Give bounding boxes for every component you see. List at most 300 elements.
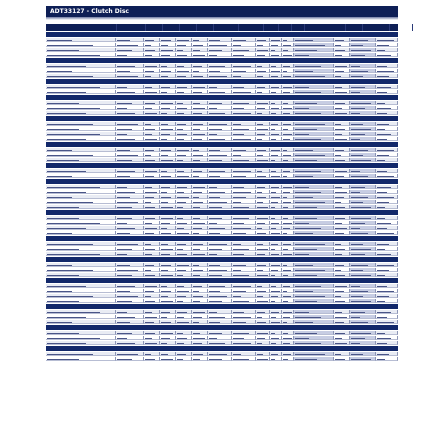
cell-text-placeholder xyxy=(161,317,167,318)
cell-text-placeholder xyxy=(257,359,268,360)
table-cell xyxy=(294,284,334,288)
table-cell xyxy=(192,169,208,173)
cell-text-placeholder xyxy=(377,40,394,41)
table-cell xyxy=(46,43,116,47)
cell-text-placeholder xyxy=(295,301,317,302)
cell-text-placeholder xyxy=(283,139,290,140)
table-cell xyxy=(46,352,116,356)
table-cell xyxy=(232,158,256,162)
table-cell xyxy=(192,111,208,115)
cell-text-placeholder xyxy=(161,218,173,219)
cell-text-placeholder xyxy=(283,76,291,77)
table-cell xyxy=(176,294,192,298)
cell-text-placeholder xyxy=(295,275,317,276)
table-cell xyxy=(176,336,192,340)
table-cell xyxy=(376,48,398,52)
table-cell xyxy=(350,252,376,256)
cell-text-placeholder xyxy=(209,343,225,344)
cell-text-placeholder xyxy=(117,207,132,208)
table-cell xyxy=(160,185,176,189)
cell-text-placeholder xyxy=(335,50,345,51)
vehicle-group-header xyxy=(46,210,398,215)
table-row xyxy=(46,43,398,47)
table-cell xyxy=(282,106,294,110)
cell-text-placeholder xyxy=(377,134,391,135)
cell-text-placeholder xyxy=(377,87,391,88)
table-cell xyxy=(350,231,376,235)
cell-text-placeholder xyxy=(271,71,280,72)
table-cell xyxy=(350,221,376,225)
cell-text-placeholder xyxy=(47,50,79,51)
cell-text-placeholder xyxy=(377,92,387,93)
cell-text-placeholder xyxy=(283,249,288,250)
cell-text-placeholder xyxy=(351,301,371,302)
cell-text-placeholder xyxy=(161,155,168,156)
cell-text-placeholder xyxy=(117,343,135,344)
table-cell xyxy=(270,331,282,335)
table-cell xyxy=(294,252,334,256)
table-row xyxy=(46,101,398,105)
table-cell xyxy=(270,294,282,298)
cell-text-placeholder xyxy=(351,249,371,250)
table-header-cell xyxy=(197,24,214,31)
cell-text-placeholder xyxy=(271,187,279,188)
cell-text-placeholder xyxy=(193,87,205,88)
cell-text-placeholder xyxy=(335,139,347,140)
table-cell xyxy=(176,43,192,47)
cell-text-placeholder xyxy=(351,218,371,219)
cell-text-placeholder xyxy=(351,113,360,114)
cell-text-placeholder xyxy=(177,270,186,271)
table-cell xyxy=(116,158,144,162)
cell-text-placeholder xyxy=(271,254,279,255)
cell-text-placeholder xyxy=(117,55,127,56)
cell-text-placeholder xyxy=(377,265,394,266)
table-cell xyxy=(232,122,256,126)
table-cell xyxy=(350,315,376,319)
table-cell xyxy=(294,289,334,293)
table-cell xyxy=(208,231,232,235)
table-cell xyxy=(256,221,270,225)
table-cell xyxy=(160,48,176,52)
cell-text-placeholder xyxy=(145,124,151,125)
cell-text-placeholder xyxy=(117,254,127,255)
table-cell xyxy=(144,48,160,52)
cell-text-placeholder xyxy=(295,359,317,360)
cell-text-placeholder xyxy=(257,187,265,188)
cell-text-placeholder xyxy=(271,322,280,323)
table-cell xyxy=(116,74,144,78)
table-cell xyxy=(334,221,350,225)
table-cell xyxy=(376,200,398,204)
table-cell xyxy=(192,294,208,298)
cell-text-placeholder xyxy=(377,192,387,193)
cell-text-placeholder xyxy=(161,291,171,292)
table-cell xyxy=(334,352,350,356)
table-cell xyxy=(350,310,376,314)
table-cell xyxy=(144,132,160,136)
table-cell xyxy=(256,195,270,199)
cell-text-placeholder xyxy=(295,171,321,172)
table-cell xyxy=(160,111,176,115)
table-cell xyxy=(208,242,232,246)
table-cell xyxy=(116,185,144,189)
cell-text-placeholder xyxy=(335,176,344,177)
table-cell xyxy=(46,158,116,162)
cell-text-placeholder xyxy=(47,228,86,229)
table-cell xyxy=(46,64,116,68)
table-cell xyxy=(144,216,160,220)
cell-text-placeholder xyxy=(335,296,341,297)
cell-text-placeholder xyxy=(177,291,189,292)
cell-text-placeholder xyxy=(233,275,249,276)
cell-text-placeholder xyxy=(283,275,288,276)
table-cell xyxy=(282,53,294,57)
table-cell xyxy=(232,263,256,267)
table-cell xyxy=(334,43,350,47)
cell-text-placeholder xyxy=(47,275,79,276)
cell-text-placeholder xyxy=(209,265,220,266)
cell-text-placeholder xyxy=(295,322,313,323)
table-cell xyxy=(334,174,350,178)
cell-text-placeholder xyxy=(257,301,268,302)
table-cell xyxy=(176,315,192,319)
cell-text-placeholder xyxy=(257,134,265,135)
cell-text-placeholder xyxy=(335,45,341,46)
cell-text-placeholder xyxy=(351,76,363,77)
cell-text-placeholder xyxy=(377,296,389,297)
cell-text-placeholder xyxy=(209,155,227,156)
table-cell xyxy=(160,226,176,230)
vehicle-group-header xyxy=(46,116,398,121)
table-cell xyxy=(282,263,294,267)
table-cell xyxy=(160,190,176,194)
table-cell xyxy=(350,53,376,57)
cell-text-placeholder xyxy=(257,291,266,292)
table-cell xyxy=(144,148,160,152)
table-cell xyxy=(46,101,116,105)
cell-text-placeholder xyxy=(351,275,371,276)
table-cell xyxy=(282,153,294,157)
table-cell xyxy=(208,48,232,52)
table-cell xyxy=(282,331,294,335)
cell-text-placeholder xyxy=(233,76,241,77)
cell-text-placeholder xyxy=(47,55,100,56)
table-cell xyxy=(232,69,256,73)
table-cell xyxy=(208,336,232,340)
table-cell xyxy=(144,53,160,57)
table-cell xyxy=(256,336,270,340)
table-row xyxy=(46,352,398,356)
cell-text-placeholder xyxy=(295,71,313,72)
table-cell xyxy=(350,64,376,68)
table-cell xyxy=(116,111,144,115)
table-cell xyxy=(160,64,176,68)
table-cell xyxy=(144,247,160,251)
table-cell xyxy=(232,336,256,340)
table-cell xyxy=(160,247,176,251)
cell-text-placeholder xyxy=(161,150,171,151)
table-row xyxy=(46,273,398,277)
table-cell xyxy=(160,127,176,131)
table-cell xyxy=(144,310,160,314)
table-cell xyxy=(282,111,294,115)
table-cell xyxy=(176,289,192,293)
cell-text-placeholder xyxy=(295,87,309,88)
table-row xyxy=(46,85,398,89)
table-cell xyxy=(46,310,116,314)
table-cell xyxy=(176,64,192,68)
cell-text-placeholder xyxy=(209,139,225,140)
cell-text-placeholder xyxy=(335,223,342,224)
table-cell xyxy=(46,268,116,272)
table-row xyxy=(46,48,398,52)
table-cell xyxy=(334,74,350,78)
table-cell xyxy=(334,106,350,110)
table-cell xyxy=(176,352,192,356)
table-cell xyxy=(282,69,294,73)
table-cell xyxy=(256,69,270,73)
cell-text-placeholder xyxy=(351,291,368,292)
cell-text-placeholder xyxy=(117,92,135,93)
cell-text-placeholder xyxy=(145,233,154,234)
table-cell xyxy=(376,231,398,235)
table-cell xyxy=(176,205,192,209)
table-cell xyxy=(232,205,256,209)
cell-text-placeholder xyxy=(257,254,265,255)
table-cell xyxy=(256,357,270,361)
table-cell xyxy=(270,216,282,220)
cell-text-placeholder xyxy=(177,171,184,172)
application-table xyxy=(46,24,398,396)
vehicle-group-header xyxy=(46,257,398,262)
table-cell xyxy=(282,320,294,324)
cell-text-placeholder xyxy=(377,55,391,56)
cell-text-placeholder xyxy=(233,223,244,224)
cell-text-placeholder xyxy=(209,317,225,318)
cell-text-placeholder xyxy=(177,254,187,255)
cell-text-placeholder xyxy=(117,333,132,334)
cell-text-placeholder xyxy=(209,103,222,104)
cell-text-placeholder xyxy=(295,207,317,208)
cell-text-placeholder xyxy=(161,343,167,344)
table-cell xyxy=(176,69,192,73)
table-cell xyxy=(160,195,176,199)
table-cell xyxy=(160,53,176,57)
cell-text-placeholder xyxy=(351,228,360,229)
table-cell xyxy=(208,74,232,78)
cell-text-placeholder xyxy=(145,113,157,114)
table-cell xyxy=(160,341,176,345)
cell-text-placeholder xyxy=(47,338,100,339)
cell-text-placeholder xyxy=(177,249,183,250)
table-cell xyxy=(208,294,232,298)
table-cell xyxy=(160,336,176,340)
cell-text-placeholder xyxy=(257,218,268,219)
cell-text-placeholder xyxy=(177,322,189,323)
table-cell xyxy=(176,221,192,225)
table-cell xyxy=(334,310,350,314)
table-cell xyxy=(208,85,232,89)
table-cell xyxy=(208,216,232,220)
cell-text-placeholder xyxy=(161,50,173,51)
cell-text-placeholder xyxy=(335,354,341,355)
table-cell xyxy=(334,336,350,340)
table-cell xyxy=(46,247,116,251)
table-cell xyxy=(144,74,160,78)
table-cell xyxy=(144,299,160,303)
cell-text-placeholder xyxy=(209,207,222,208)
cell-text-placeholder xyxy=(351,108,365,109)
table-cell xyxy=(208,352,232,356)
cell-text-placeholder xyxy=(209,291,220,292)
cell-text-placeholder xyxy=(161,275,173,276)
table-cell xyxy=(176,195,192,199)
table-cell xyxy=(144,268,160,272)
table-cell xyxy=(46,200,116,204)
table-cell xyxy=(282,48,294,52)
table-cell xyxy=(232,38,256,42)
table-cell xyxy=(376,137,398,141)
table-cell xyxy=(192,64,208,68)
table-cell xyxy=(208,69,232,73)
table-cell xyxy=(208,111,232,115)
table-cell xyxy=(282,336,294,340)
cell-text-placeholder xyxy=(295,202,325,203)
cell-text-placeholder xyxy=(335,155,341,156)
table-row xyxy=(46,185,398,189)
cell-text-placeholder xyxy=(47,333,79,334)
cell-text-placeholder xyxy=(145,317,157,318)
table-cell xyxy=(116,320,144,324)
cell-text-placeholder xyxy=(145,103,155,104)
cell-text-placeholder xyxy=(377,338,391,339)
cell-text-placeholder xyxy=(335,291,344,292)
table-cell xyxy=(208,357,232,361)
cell-text-placeholder xyxy=(47,87,100,88)
cell-text-placeholder xyxy=(47,207,79,208)
table-cell xyxy=(270,148,282,152)
table-header-cell xyxy=(46,24,117,31)
table-cell xyxy=(116,85,144,89)
table-cell xyxy=(232,331,256,335)
cell-text-placeholder xyxy=(351,233,368,234)
cell-text-placeholder xyxy=(193,197,199,198)
table-cell xyxy=(334,148,350,152)
cell-text-placeholder xyxy=(47,155,93,156)
table-header-cell xyxy=(390,24,413,31)
table-cell xyxy=(282,299,294,303)
table-cell xyxy=(376,127,398,131)
cell-text-placeholder xyxy=(177,338,187,339)
table-cell xyxy=(46,216,116,220)
cell-text-placeholder xyxy=(351,187,365,188)
table-cell xyxy=(46,331,116,335)
table-cell xyxy=(376,169,398,173)
table-cell xyxy=(46,252,116,256)
cell-text-placeholder xyxy=(117,317,135,318)
table-cell xyxy=(116,242,144,246)
cell-text-placeholder xyxy=(145,338,152,339)
cell-text-placeholder xyxy=(233,312,244,313)
table-cell xyxy=(270,205,282,209)
table-cell xyxy=(294,247,334,251)
table-cell xyxy=(46,299,116,303)
cell-text-placeholder xyxy=(117,124,138,125)
table-cell xyxy=(270,101,282,105)
cell-text-placeholder xyxy=(295,244,325,245)
table-cell xyxy=(334,226,350,230)
cell-text-placeholder xyxy=(283,124,291,125)
table-cell xyxy=(270,48,282,52)
table-cell xyxy=(256,38,270,42)
table-cell xyxy=(376,263,398,267)
table-cell xyxy=(376,74,398,78)
cell-text-placeholder xyxy=(117,244,138,245)
cell-text-placeholder xyxy=(295,286,321,287)
table-cell xyxy=(334,64,350,68)
table-cell xyxy=(176,310,192,314)
table-cell xyxy=(350,137,376,141)
cell-text-placeholder xyxy=(335,171,347,172)
cell-text-placeholder xyxy=(257,322,266,323)
cell-text-placeholder xyxy=(161,197,171,198)
cell-text-placeholder xyxy=(257,171,262,172)
cell-text-placeholder xyxy=(145,139,157,140)
cell-text-placeholder xyxy=(161,286,167,287)
cell-text-placeholder xyxy=(177,134,187,135)
cell-text-placeholder xyxy=(193,359,200,360)
table-cell xyxy=(116,132,144,136)
table-cell xyxy=(160,289,176,293)
table-cell xyxy=(192,336,208,340)
table-row xyxy=(46,242,398,246)
table-cell xyxy=(160,122,176,126)
cell-text-placeholder xyxy=(47,129,79,130)
table-cell xyxy=(208,101,232,105)
table-cell xyxy=(144,352,160,356)
table-cell xyxy=(282,284,294,288)
table-cell xyxy=(294,38,334,42)
table-cell xyxy=(192,185,208,189)
table-cell xyxy=(160,43,176,47)
table-cell xyxy=(334,299,350,303)
table-cell xyxy=(294,127,334,131)
table-header-cell xyxy=(292,24,305,31)
table-cell xyxy=(176,190,192,194)
table-cell xyxy=(116,195,144,199)
table-row xyxy=(46,263,398,267)
table-cell xyxy=(334,200,350,204)
cell-text-placeholder xyxy=(233,228,251,229)
cell-text-placeholder xyxy=(283,270,291,271)
table-cell xyxy=(176,200,192,204)
cell-text-placeholder xyxy=(117,150,130,151)
table-cell xyxy=(160,331,176,335)
table-cell xyxy=(46,38,116,42)
table-cell xyxy=(294,148,334,152)
cell-text-placeholder xyxy=(257,45,263,46)
cell-text-placeholder xyxy=(351,343,360,344)
cell-text-placeholder xyxy=(145,76,151,77)
table-header-cell xyxy=(117,24,146,31)
cell-text-placeholder xyxy=(117,218,132,219)
table-cell xyxy=(334,153,350,157)
table-cell xyxy=(176,263,192,267)
table-cell xyxy=(282,127,294,131)
table-cell xyxy=(282,273,294,277)
cell-text-placeholder xyxy=(193,233,199,234)
